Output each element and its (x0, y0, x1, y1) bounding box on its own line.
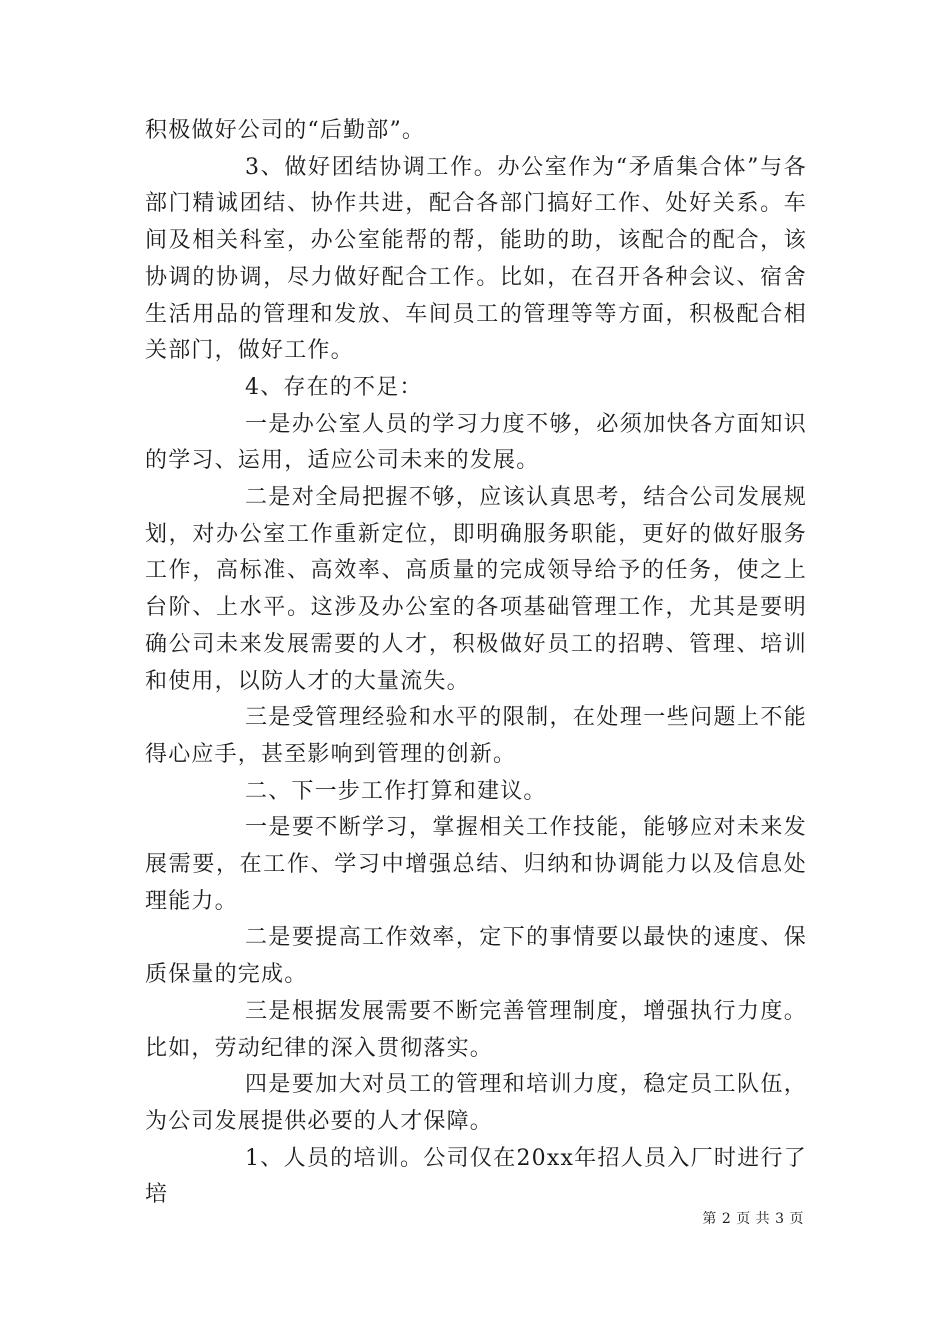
paragraph-9: 二是要提高工作效率，定下的事情要以最快的速度、保质保量的完成。 (145, 925, 807, 988)
page-number-footer: 第 2 页 共 3 页 (702, 1211, 804, 1227)
document-body (145, 113, 807, 1214)
paragraph-4: 一是办公室人员的学习力度不够，必须加快各方面知识的学习、运用，适应公司未来的发展。 (145, 411, 807, 474)
paragraph-10: 三是根据发展需要不断完善管理制度，增强执行力度。比如，劳动纪律的深入贯彻落实。 (145, 998, 807, 1061)
paragraph-11: 四是要加大对员工的管理和培训力度，稳定员工队伍，为公司发展提供必要的人才保障。 (145, 1072, 807, 1134)
paragraph-2: 3、做好团结协调工作。办公室作为“矛盾集合体”与各部门精诚团结、协作共进，配合各部门搞好工作、处好关系。车间及相关科室，办公室能帮的帮，能助的助，该配合的配合，该协调的协调，尽力做好配合工作。比如，在召开各种会议、宿舍生活用品的管理和发放、车间员工的管理等等方面，积极配合相关部门，做好工作。 (145, 154, 807, 364)
paragraph-8: 一是要不断学习，掌握相关工作技能，能够应对未来发展需要，在工作、学习中增强总结、归纳和协调能力以及信息处理能力。 (145, 815, 807, 914)
paragraph-7: 二、下一步工作打算和建议。 (245, 778, 547, 804)
paragraph-6: 三是受管理经验和水平的限制，在处理一些问题上不能得心应手，甚至影响到管理的创新。 (145, 705, 807, 767)
paragraph-1: 积极做好公司的“后勤部”。 (145, 118, 426, 143)
paragraph-12: 1、人员的培训。公司仅在20xx年招人员入厂时进行了培 (145, 1145, 807, 1208)
paragraph-3: 4、存在的不足： (245, 374, 423, 400)
paragraph-5: 二是对全局把握不够，应该认真思考，结合公司发展规划，对办公室工作重新定位，即明确服务职能，更好的做好服务工作，高标准、高效率、高质量的完成领导给予的任务，使之上台阶、上水平。这涉及办公室的各项基础管理工作，尤其是要明确公司未来发展需要的人才，积极做好员工的招聘、管理、培训和使用，以防人才的大量流失。 (145, 485, 807, 694)
